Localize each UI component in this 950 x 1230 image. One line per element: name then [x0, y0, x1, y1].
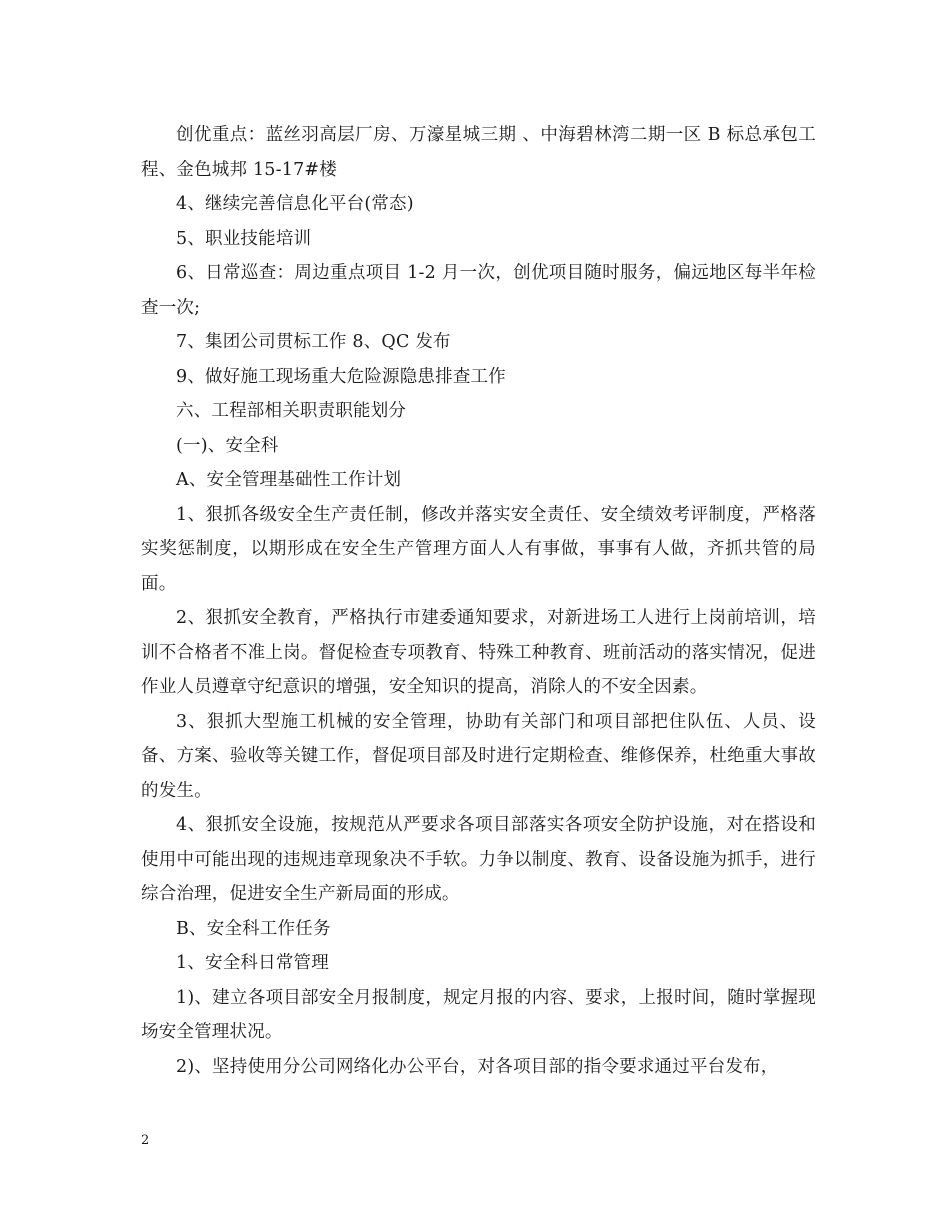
paragraph-a-2: 2、狠抓安全教育，严格执行市建委通知要求，对新进场工人进行上岗前培训，培训不合格者不准上岗。督促检查专项教育、特殊工种教育、班前活动的落实情况，促进作业人员遵章守纪意识的增强，安全知识的提高，消除人的不安全因素。: [141, 608, 816, 697]
subsection-heading-safety: (一)、安全科: [176, 435, 279, 456]
paragraph-item-7-8: 7、集团公司贯标工作 8、QC 发布: [176, 332, 451, 352]
paragraph-a-4: 4、狠抓安全设施，按规范从严要求各项目部落实各项安全防护设施，对在搭设和使用中可能出现的违规违章现象决不手软。力争以制度、教育、设备设施为抓手，进行综合治理，促进安全生产新局面的形成。: [141, 815, 816, 904]
paragraph-b-1-1: 1)、建立各项目部安全月报制度，规定月报的内容、要求，上报时间，随时掌握现场安全管理状况。: [141, 987, 816, 1042]
heading-a-basic-plan: A、安全管理基础性工作计划: [176, 470, 402, 490]
document-body: [141, 118, 816, 1084]
paragraph-b-1: 1、安全科日常管理: [176, 953, 329, 973]
paragraph-item-5: 5、职业技能培训: [176, 228, 312, 249]
paragraph-item-4: 4、继续完善信息化平台(常态): [176, 194, 414, 214]
paragraph-a-3: 3、狠抓大型施工机械的安全管理，协助有关部门和项目部把住队伍、人员、设备、方案、验收等关键工作，督促项目部及时进行定期检查、维修保养，杜绝重大事故的发生。: [141, 711, 816, 801]
paragraph-a-1: 1、狠抓各级安全生产责任制，修改并落实安全责任、安全绩效考评制度，严格落实奖惩制度，以期形成在安全生产管理方面人人有事做，事事有人做，齐抓共管的局面。: [141, 504, 816, 594]
heading-b-tasks: B、安全科工作任务: [176, 918, 331, 939]
paragraph-key-projects: 创优重点：蓝丝羽高层厂房、万濠星城三期 、中海碧林湾二期一区 B 标总承包工程、金色城邦 15-17#楼: [141, 125, 816, 180]
page-number: 2: [141, 1133, 150, 1148]
paragraph-item-9: 9、做好施工现场重大危险源隐患排查工作: [176, 366, 506, 387]
paragraph-b-1-2: 2)、坚持使用分公司网络化办公平台，对各项目部的指令要求通过平台发布，: [176, 1056, 779, 1077]
paragraph-item-6: 6、日常巡查：周边重点项目 1-2 月一次，创优项目随时服务，偏远地区每半年检查一次;: [141, 263, 816, 318]
section-heading-6: 六、工程部相关职责职能划分: [176, 401, 407, 421]
